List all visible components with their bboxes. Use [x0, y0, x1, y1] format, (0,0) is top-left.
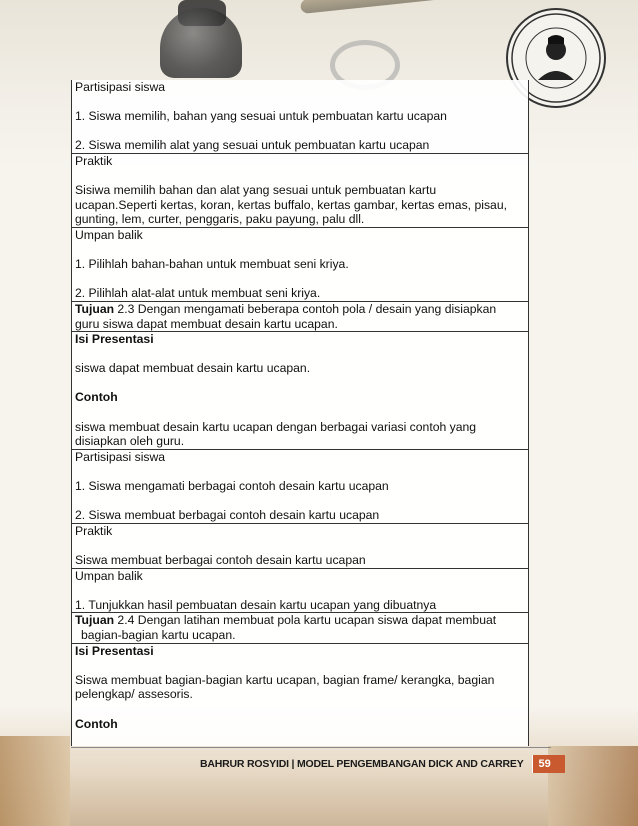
table-row — [72, 302, 528, 332]
tujuan-label: Tujuan — [75, 613, 115, 628]
footer-title: BAHRUR ROSYIDI | MODEL PENGEMBANGAN DICK AND CARREY — [200, 758, 524, 770]
row-heading: Partisipasi siswa — [75, 449, 166, 464]
tujuan-text: 2.4 Dengan latihan membuat pola kartu ucapan siswa dapat membuat — [114, 613, 497, 628]
page-number: 59 — [532, 755, 565, 773]
row-heading: Umpan balik — [75, 227, 143, 242]
row-text: 2. Pilihlah alat-alat untuk membuat seni kriya. — [75, 286, 321, 301]
table-row — [72, 569, 528, 614]
row-text: 1. Siswa mengamati berbagai contoh desain kartu ucapan — [75, 479, 389, 494]
row-text: pelengkap/ assesoris. — [75, 687, 193, 702]
tujuan-label: Tujuan — [75, 301, 115, 316]
tujuan-line — [75, 613, 525, 628]
row-heading: Contoh — [75, 716, 118, 731]
row-heading: Praktik — [75, 153, 113, 168]
row-text: Sisiwa memilih bahan dan alat yang sesuai untuk pembuatan kartu — [75, 183, 437, 198]
row-text: 1. Tunjukkan hasil pembuatan desain kartu ucapan yang dibuatnya — [75, 597, 437, 612]
row-text: ucapan.Seperti kertas, koran, kertas buffalo, kertas gambar, kertas emas, pisau, — [75, 197, 507, 212]
table-row — [72, 613, 528, 643]
row-text: disiapkan oleh guru. — [75, 434, 185, 449]
row-heading: Partisipasi siswa — [75, 80, 166, 94]
tujuan-line — [75, 302, 525, 317]
row-heading: Isi Presentasi — [75, 332, 154, 347]
lesson-plan-table — [71, 80, 529, 746]
table-row — [72, 80, 528, 154]
table-row — [72, 154, 528, 228]
row-heading: Praktik — [75, 523, 113, 538]
page-footer — [200, 755, 565, 773]
row-text: 2. Siswa membuat berbagai contoh desain kartu ucapan — [75, 508, 380, 523]
row-text: 1. Pilihlah bahan-bahan untuk membuat seni kriya. — [75, 257, 349, 272]
row-heading: Umpan balik — [75, 568, 143, 583]
row-heading: Isi Presentasi — [75, 643, 154, 658]
table-row — [72, 332, 528, 450]
row-text: 1. Siswa memilih, bahan yang sesuai untuk pembuatan kartu ucapan — [75, 109, 447, 124]
tujuan-text: bagian-bagian kartu ucapan. — [81, 627, 236, 642]
row-text: Siswa membuat bagian-bagian kartu ucapan, bagian frame/ kerangka, bagian — [75, 672, 495, 687]
table-row — [72, 644, 528, 746]
ink-bottle-decoration — [160, 8, 242, 78]
row-text: 2. Siswa memilih alat yang sesuai untuk pembuatan kartu ucapan — [75, 138, 430, 153]
footer-divider — [71, 747, 551, 748]
row-heading: Contoh — [75, 390, 118, 405]
tujuan-text: guru siswa dapat membuat desain kartu ucapan. — [75, 316, 338, 331]
tujuan-text: 2.3 Dengan mengamati beberapa contoh pola / desain yang disiapkan — [114, 301, 497, 316]
row-text: siswa membuat desain kartu ucapan dengan berbagai variasi contoh yang — [75, 419, 477, 434]
table-row — [72, 228, 528, 302]
table-row — [72, 524, 528, 569]
row-text: Siswa membuat berbagai contoh desain kartu ucapan — [75, 553, 366, 567]
row-text: gunting, lem, curter, penggaris, paku payung, palu dll. — [75, 212, 365, 227]
row-text: siswa dapat membuat desain kartu ucapan. — [75, 361, 311, 376]
table-row — [72, 450, 528, 524]
book-stack-left-decoration — [0, 736, 70, 826]
